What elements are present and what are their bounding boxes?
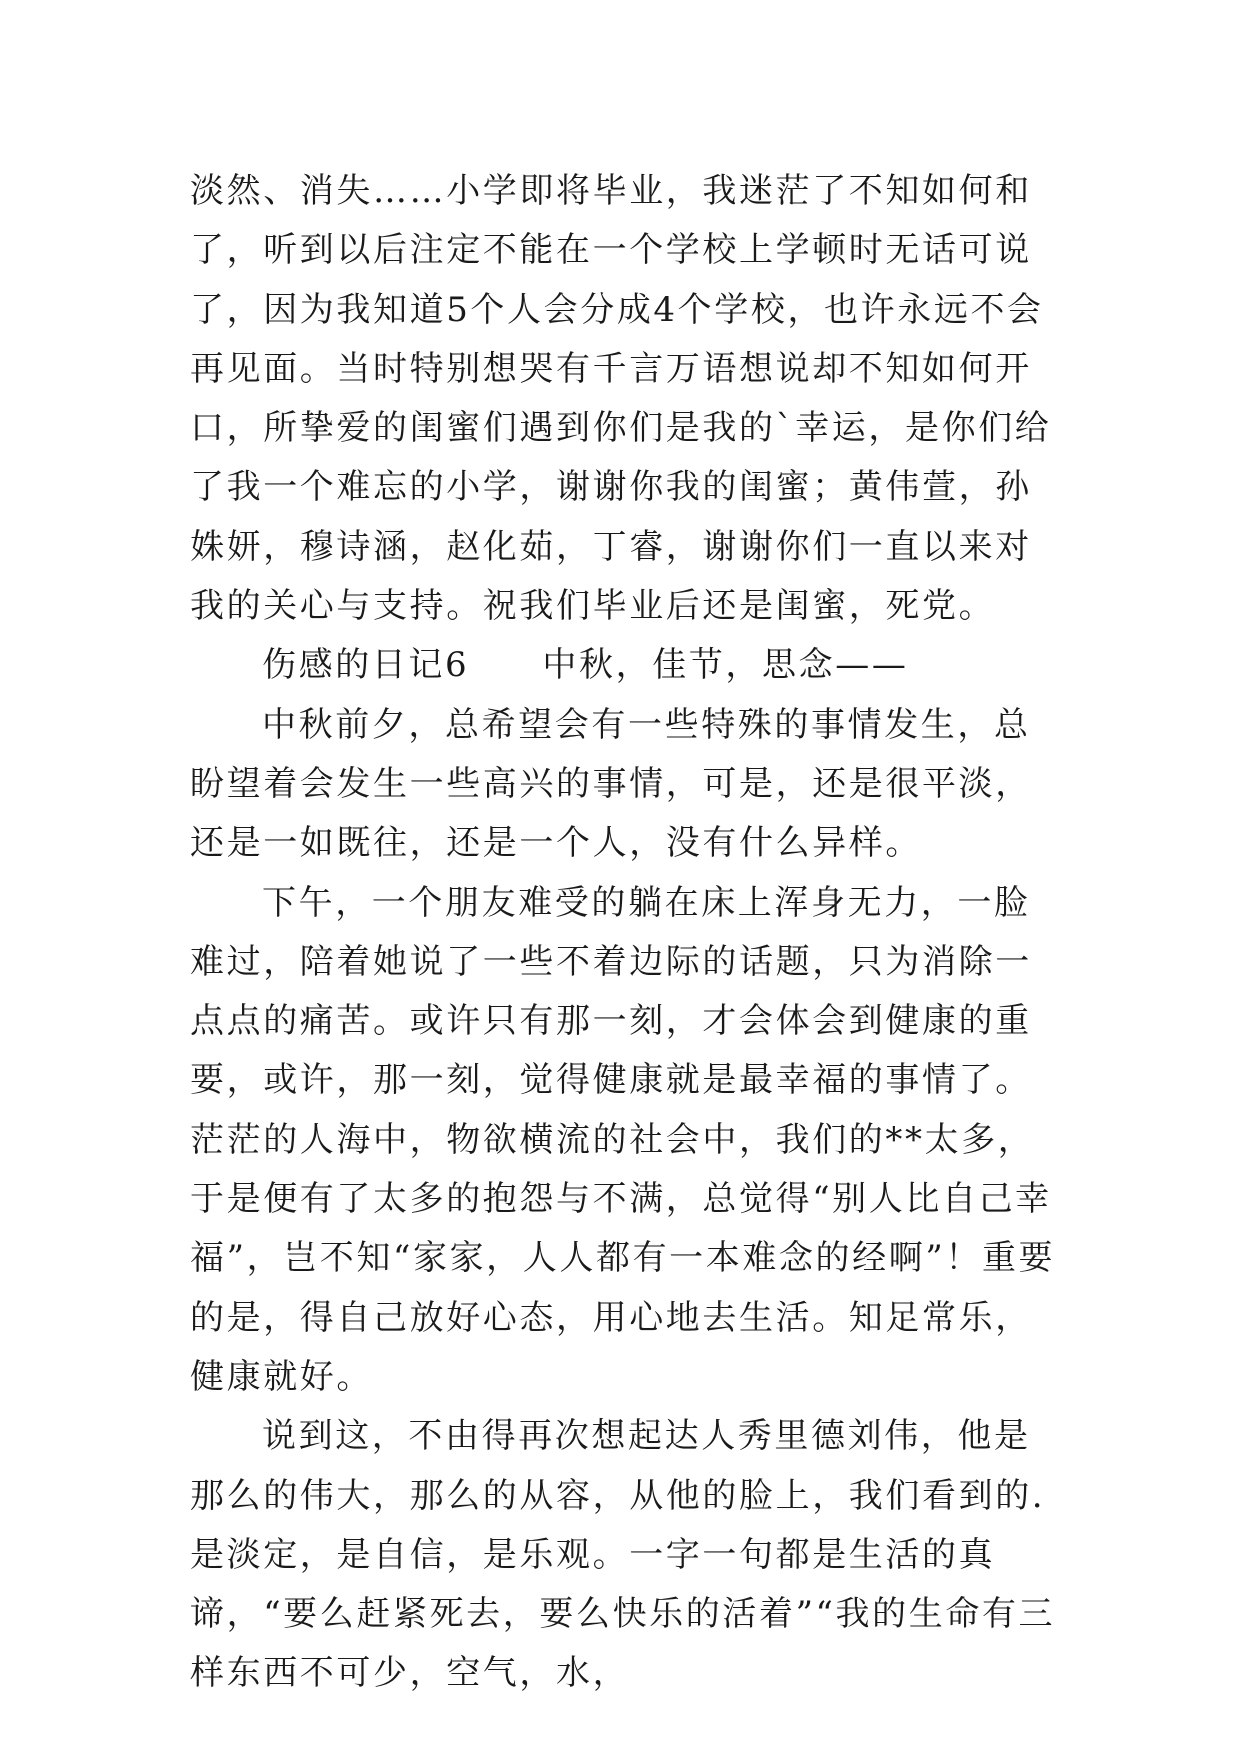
paragraph-mid-autumn-eve: 中秋前夕，总希望会有一些特殊的事情发生，总盼望着会发生一些高兴的事情，可是，还是很平淡，还是一如既往，还是一个人，没有什么异样。 [190,704,1032,864]
paragraph-afternoon: 下午，一个朋友难受的躺在床上浑身无力，一脸难过，陪着她说了一些不着边际的话题，只为消除一点点的痛苦。或许只有那一刻，才会体会到健康的重要，或许，那一刻，觉得健康就是最幸福的事情了。茫茫的人海中，物欲横流的社会中，我们的**太多，于是便有了太多的抱怨与不满，总觉得“别人比自己幸福”，岂不知“家家，人人都有一本难念的经啊”！重要的是，得自己放好心态，用心地去生活。知足常乐，健康就好。 [190,882,1056,1397]
paragraph-liu-wei: 说到这，不由得再次想起达人秀里德刘伟，他是那么的伟大，那么的从容，从他的脸上，我们看到的.是淡定，是自信，是乐观。一字一句都是生活的真谛，“要么赶紧死去，要么快乐的活着”“我的生命有三样东西不可少，空气，水， [190,1416,1056,1694]
document-page [190,162,1056,1704]
paragraph-continuation: 淡然、消失……小学即将毕业，我迷茫了不知如何和了，听到以后注定不能在一个学校上学顿时无话可说了，因为我知道5个人会分成4个学校，也许永远不会再见面。当时特别想哭有千言万语想说却不知如何开口，所挚爱的闺蜜们遇到你们是我的`幸运，是你们给了我一个难忘的小学，谢谢你我的闺蜜；黄伟萱，孙姝妍，穆诗涵，赵化茹，丁睿，谢谢你们一直以来对我的关心与支持。祝我们毕业后还是闺蜜，死党。 [190,171,1052,627]
diary-heading: 伤感的日记6 中秋，佳节，思念—— [262,645,909,686]
